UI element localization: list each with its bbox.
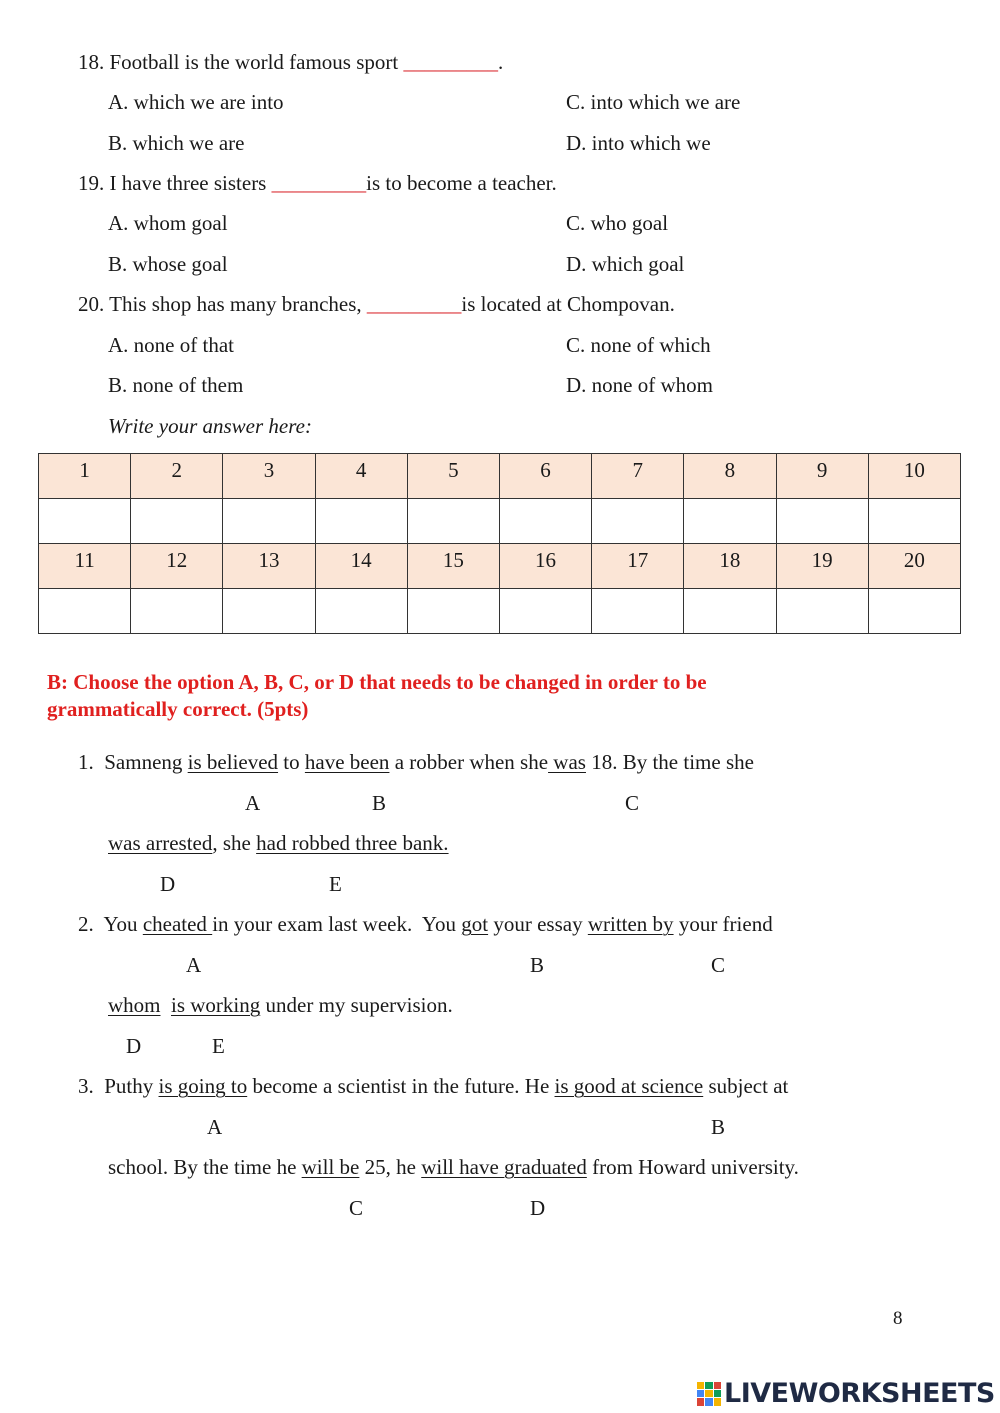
table-header-cell: 12 <box>131 544 223 589</box>
answer-cell[interactable] <box>223 499 315 544</box>
underlined-option: is going to <box>158 1074 248 1098</box>
table-header-cell: 19 <box>776 544 868 589</box>
table-header-cell: 6 <box>499 454 591 499</box>
answer-cell[interactable] <box>592 499 684 544</box>
option-letter: B <box>711 1115 726 1139</box>
table-header-cell: 15 <box>407 544 499 589</box>
option-letter: A <box>207 1115 223 1139</box>
table-header-row <box>39 454 961 499</box>
answer-cell[interactable] <box>499 589 591 634</box>
liveworksheets-logo[interactable] <box>697 1378 995 1409</box>
underlined-option: cheated <box>142 912 213 936</box>
option-c: C. who goal <box>566 211 669 235</box>
option-letter: B <box>530 953 545 977</box>
error-item-1-line2: was arrested, she had robbed three bank. <box>108 831 449 855</box>
answer-row <box>39 589 961 634</box>
answer-cell[interactable] <box>39 499 131 544</box>
table-header-cell: 16 <box>499 544 591 589</box>
option-d: D. into which we <box>566 131 711 155</box>
logo-square <box>705 1390 712 1397</box>
option-c: C. into which we are <box>566 90 741 114</box>
answer-cell[interactable] <box>684 499 776 544</box>
answer-cell[interactable] <box>131 589 223 634</box>
underlined-option: will be <box>301 1155 360 1179</box>
answer-prompt: Write your answer here: <box>108 414 312 438</box>
option-b: B. whose goal <box>108 252 228 276</box>
answer-cell[interactable] <box>776 499 868 544</box>
option-letter: D <box>160 872 176 896</box>
option-d: D. none of whom <box>566 373 713 397</box>
answer-blank: _________ <box>403 50 498 74</box>
page-number: 8 <box>893 1308 903 1329</box>
answer-cell[interactable] <box>499 499 591 544</box>
option-b: B. none of them <box>108 373 244 397</box>
logo-square <box>705 1398 712 1405</box>
table-header-cell: 3 <box>223 454 315 499</box>
answer-cell[interactable] <box>315 499 407 544</box>
option-a: A. which we are into <box>108 90 284 114</box>
underlined-option: was <box>548 750 586 774</box>
option-d: D. which goal <box>566 252 685 276</box>
answer-cell[interactable] <box>407 589 499 634</box>
error-item-2-line1: 2. You cheated in your exam last week. You got your essay written by your friend <box>78 912 773 936</box>
answer-cell[interactable] <box>223 589 315 634</box>
table-header-cell: 14 <box>315 544 407 589</box>
answer-cell[interactable] <box>776 589 868 634</box>
logo-square <box>697 1390 704 1397</box>
underlined-option: have been <box>304 750 390 774</box>
option-letter: C <box>625 791 640 815</box>
question-19-stem: 19. I have three sisters _________is to become a teacher. <box>78 171 557 195</box>
liveworksheets-logo-icon <box>697 1382 721 1406</box>
table-header-cell: 2 <box>131 454 223 499</box>
underlined-option: whom <box>108 993 161 1017</box>
error-item-3-line2: school. By the time he will be 25, he will have graduated from Howard university. <box>108 1155 799 1179</box>
option-letter: D <box>126 1034 142 1058</box>
table-header-cell: 5 <box>407 454 499 499</box>
answer-blank: _________ <box>366 292 462 316</box>
table-header-row <box>39 544 961 589</box>
logo-square <box>714 1382 721 1389</box>
option-b: B. which we are <box>108 131 245 155</box>
logo-square <box>697 1382 704 1389</box>
question-18-stem: 18. Football is the world famous sport _________. <box>78 50 504 74</box>
option-a: A. none of that <box>108 333 234 357</box>
table-header-cell: 4 <box>315 454 407 499</box>
underlined-option: got <box>461 912 489 936</box>
option-letter: E <box>212 1034 225 1058</box>
underlined-option: is good at science <box>554 1074 704 1098</box>
logo-square <box>714 1398 721 1405</box>
underlined-option: is working <box>171 993 261 1017</box>
option-letter: A <box>186 953 202 977</box>
brand-name: LIVEWORKSHEETS <box>724 1378 995 1409</box>
option-c: C. none of which <box>566 333 711 357</box>
answer-cell[interactable] <box>868 589 960 634</box>
option-letter: D <box>530 1196 546 1220</box>
error-item-2-line2: whom is working under my supervision. <box>108 993 453 1017</box>
table-header-cell: 8 <box>684 454 776 499</box>
table-header-cell: 20 <box>868 544 960 589</box>
option-letter: E <box>329 872 342 896</box>
table-header-cell: 1 <box>39 454 131 499</box>
logo-square <box>714 1390 721 1397</box>
logo-square <box>697 1398 704 1405</box>
error-item-3-line1: 3. Puthy is going to become a scientist in the future. He is good at science subject at <box>78 1074 789 1098</box>
table-header-cell: 9 <box>776 454 868 499</box>
option-a: A. whom goal <box>108 211 228 235</box>
option-letter: B <box>372 791 387 815</box>
answer-cell[interactable] <box>868 499 960 544</box>
table-header-cell: 11 <box>39 544 131 589</box>
underlined-option: had robbed three bank. <box>256 831 449 855</box>
underlined-option: will have graduated <box>421 1155 587 1179</box>
logo-square <box>705 1382 712 1389</box>
table-header-cell: 18 <box>684 544 776 589</box>
answer-cell[interactable] <box>407 499 499 544</box>
option-letter: C <box>711 953 726 977</box>
answer-cell[interactable] <box>684 589 776 634</box>
question-20-stem: 20. This shop has many branches, _________is located at Chompovan. <box>78 292 675 316</box>
table-header-cell: 10 <box>868 454 960 499</box>
answer-table <box>38 453 961 634</box>
option-letter: C <box>349 1196 364 1220</box>
error-item-1-line1: 1. Samneng is believed to have been a robber when she was 18. By the time she <box>78 750 754 774</box>
answer-cell[interactable] <box>315 589 407 634</box>
underlined-option: written by <box>587 912 674 936</box>
answer-row <box>39 499 961 544</box>
table-header-cell: 17 <box>592 544 684 589</box>
option-letter: A <box>245 791 261 815</box>
underlined-option: was arrested <box>108 831 213 855</box>
table-header-cell: 13 <box>223 544 315 589</box>
answer-cell[interactable] <box>592 589 684 634</box>
section-b-title: B: Choose the option A, B, C, or D that needs to be changed in order to be grammatically correct. (5pts) <box>47 670 707 721</box>
underlined-option: is believed <box>187 750 279 774</box>
answer-cell[interactable] <box>39 589 131 634</box>
answer-blank: _________ <box>271 171 367 195</box>
table-header-cell: 7 <box>592 454 684 499</box>
answer-cell[interactable] <box>131 499 223 544</box>
